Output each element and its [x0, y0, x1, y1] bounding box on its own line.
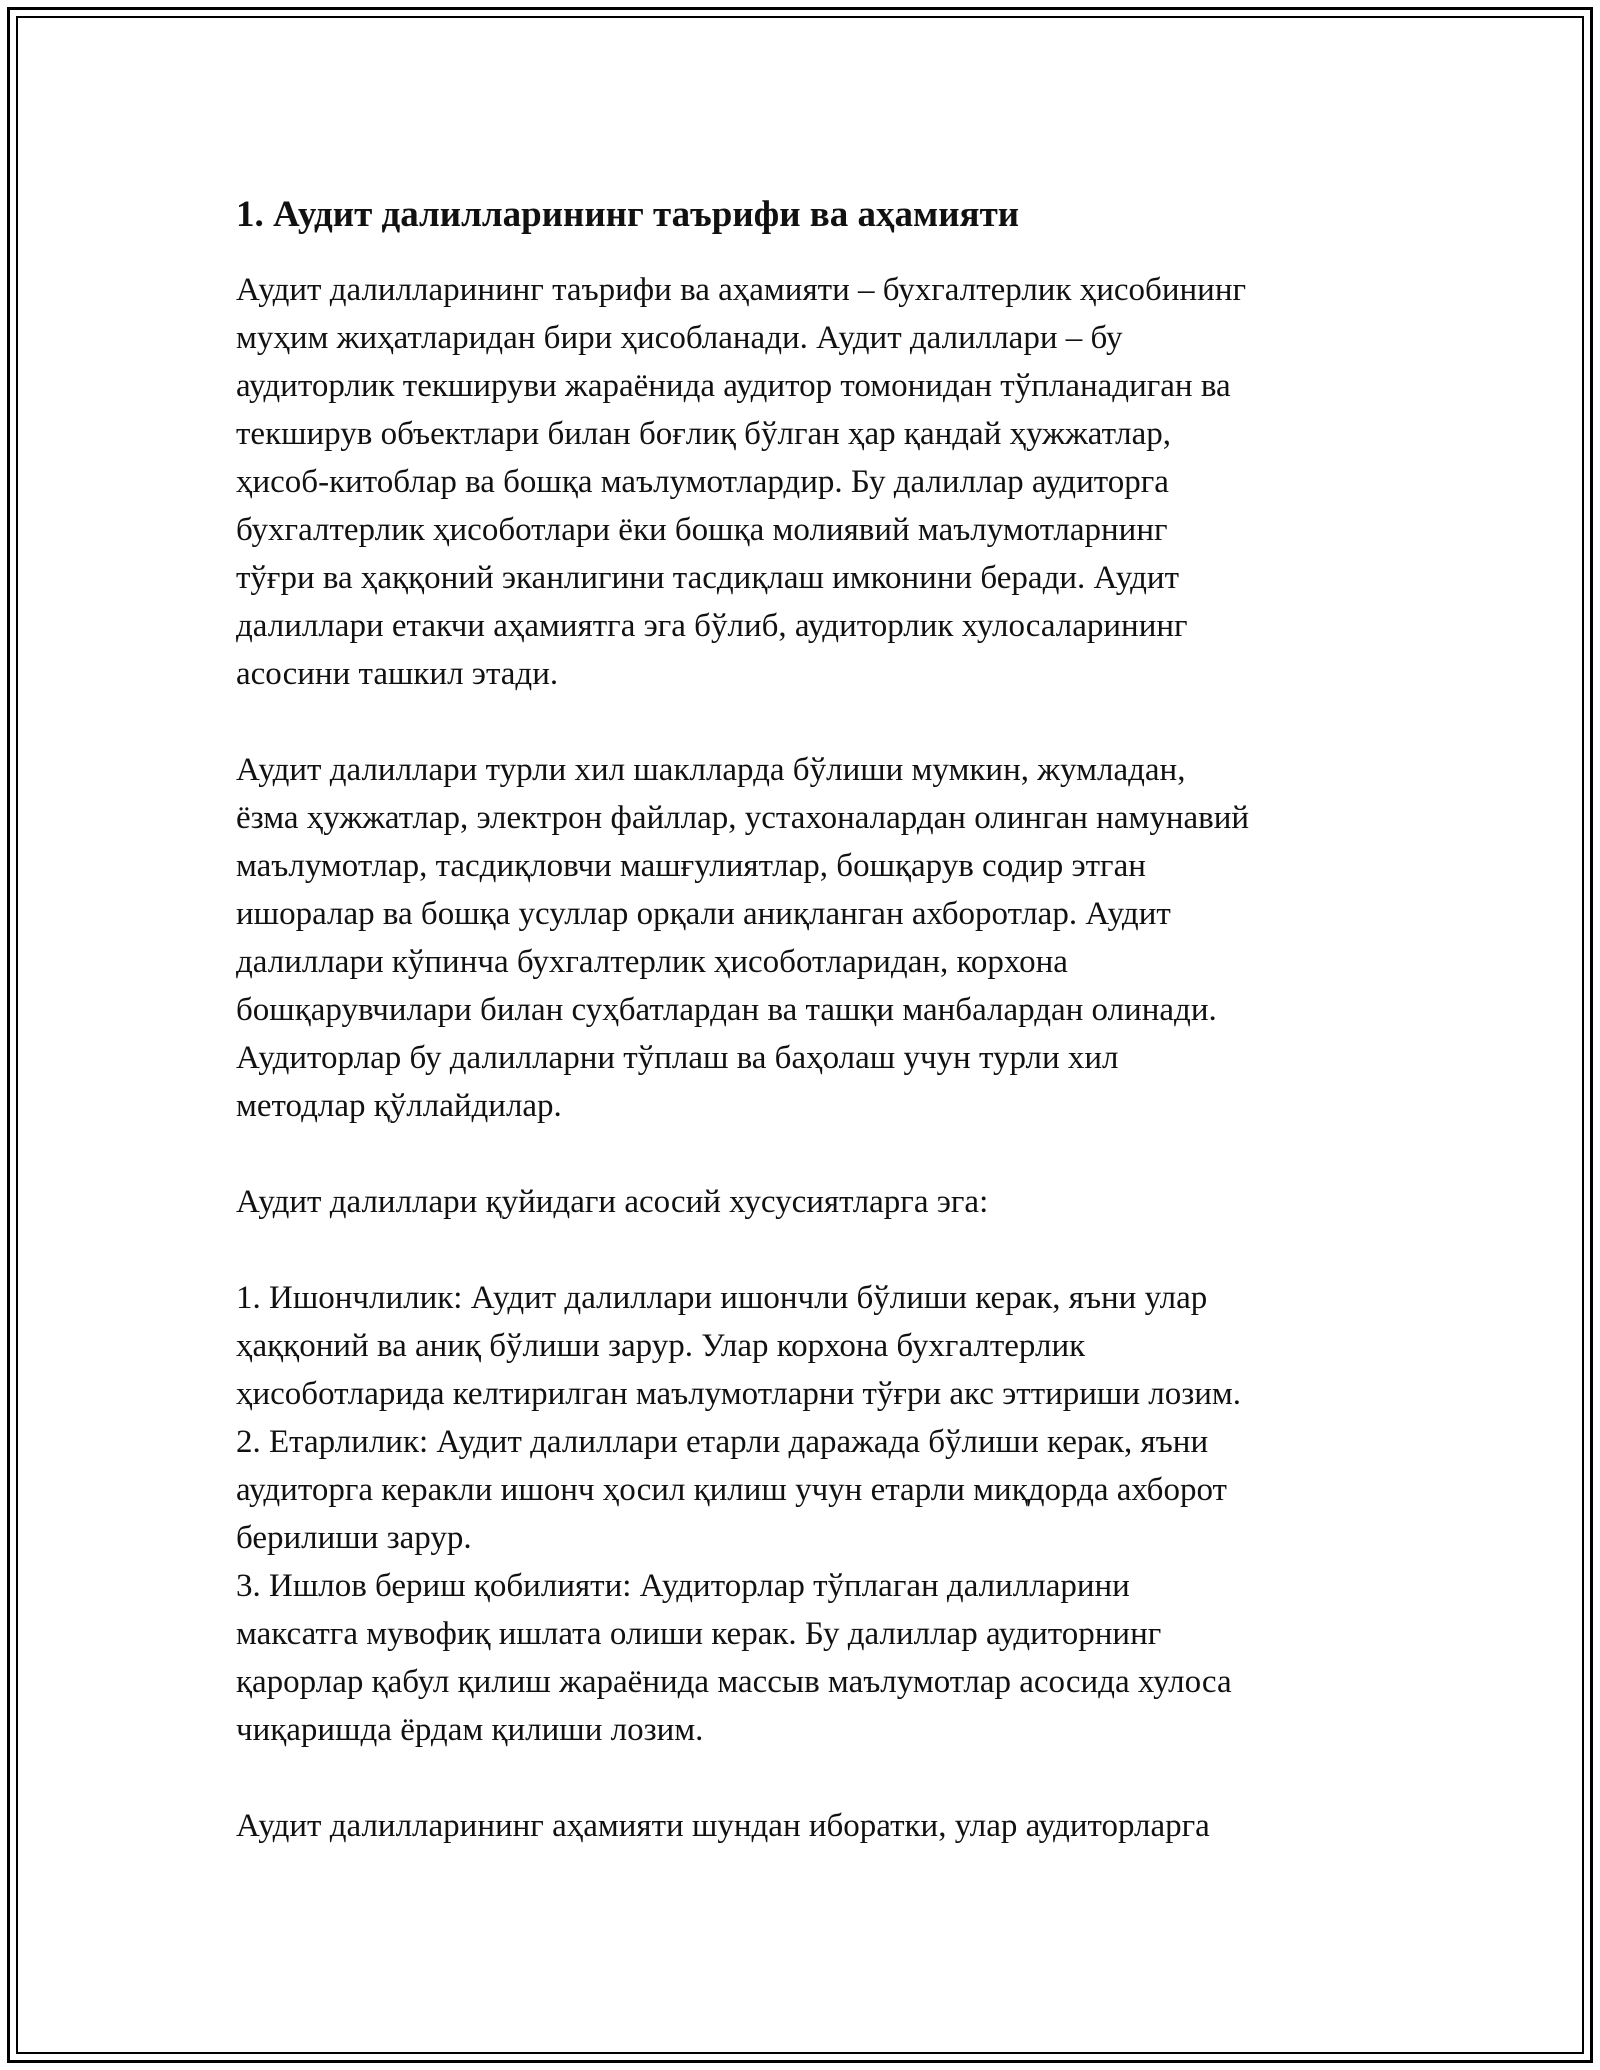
- paragraph-spacer: [236, 1130, 1386, 1178]
- paragraph-spacer: [236, 1226, 1386, 1274]
- paragraph-forms: Аудит далиллари турли хил шаклларда бўлиши мумкин, жумладан, ёзма ҳужжатлар, электрон файллар, устахоналардан олинган намунавий маълумотлар, тасдиқловчи машғулиятлар, бошқарув содир этган ишоралар ва бошқа усуллар орқали аниқланган ахборотлар. Аудит далиллари кўпинча бухгалтерлик ҳисоботларидан, корхона бошқарувчилари билан суҳбатлардан ва ташқи манбалардан олинади. Аудиторлар бу далилларни тўплаш ва баҳолаш учун турли хил методлар қўллайдилар.: [236, 752, 1250, 1124]
- paragraph-properties-list: 1. Ишончлилик: Аудит далиллари ишончли бўлиши керак, яъни улар ҳаққоний ва аниқ бўлиши зарур. Улар корхона бухгалтерлик ҳисоботларида келтирилган маълумотларни тўғри акс эттириши лозим. 2. Етарлилик: Аудит далиллари етарли даражада бўлиши керак, яъни аудиторга керакли ишонч ҳосил қилиш учун етарли миқдорда ахборот берилиши зарур. 3. Ишлов бериш қобилияти: Аудиторлар тўплаган далилларини максатга мувофиқ ишлата олиши керак. Бу далиллар аудиторнинг қарорлар қабул қилиш жараёнида массыв маълумотлар асосида хулоса чиқаришда ёрдам қилиши лозим.: [236, 1280, 1242, 1748]
- paragraph-spacer: [236, 698, 1386, 746]
- paragraph-spacer: [236, 1754, 1386, 1802]
- paragraph-importance: Аудит далилларининг аҳамияти шундан иборатки, улар аудиторларга: [236, 1808, 1210, 1844]
- paragraph-properties-intro: Аудит далиллари қуйидаги асосий хусусиятларга эга:: [236, 1184, 989, 1220]
- document-body: [236, 190, 1386, 1850]
- section-heading: 1. Аудит далилларининг таърифи ва аҳамияти: [236, 194, 1020, 235]
- paragraph-definition: Аудит далилларининг таърифи ва аҳамияти – бухгалтерлик ҳисобининг муҳим жиҳатларидан бири ҳисобланади. Аудит далиллари – бу аудиторлик текшируви жараёнида аудитор томонидан тўпланадиган ва текширув объектлари билан боғлиқ бўлган ҳар қандай ҳужжатлар, ҳисоб-китоблар ва бошқа маълумотлардир. Бу далиллар аудиторга бухгалтерлик ҳисоботлари ёки бошқа молиявий маълумотларнинг тўғри ва ҳаққоний эканлигини тасдиқлаш имконини беради. Аудит далиллари етакчи аҳамиятга эга бўлиб, аудиторлик хулосаларининг асосини ташкил этади.: [236, 272, 1247, 692]
